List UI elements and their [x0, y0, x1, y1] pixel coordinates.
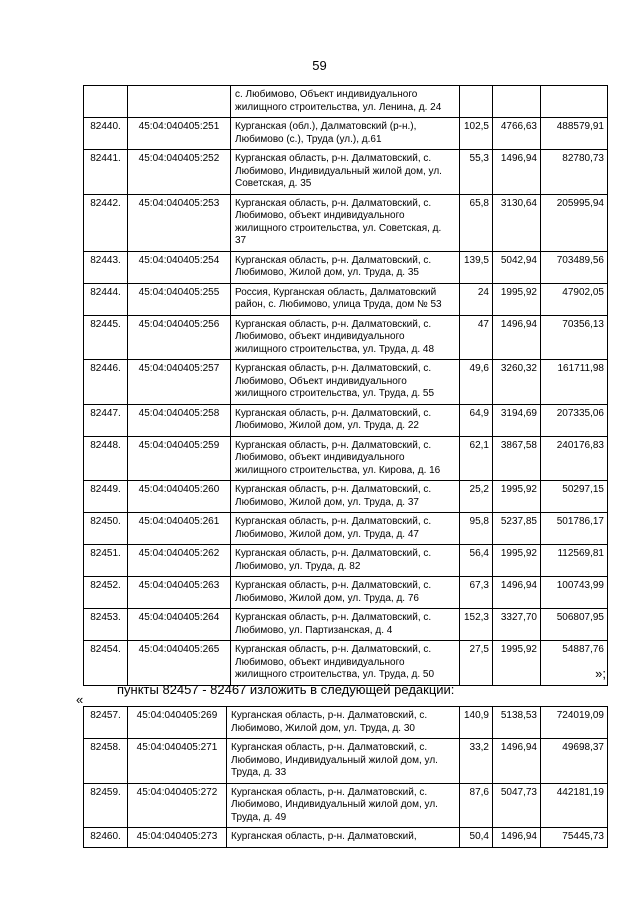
specific-value-cell: 1496,94 [493, 828, 541, 848]
address-cell: Курганская область, р-н. Далматовский, с. Любимово, Жилой дом, ул. Труда, д. 35 [231, 251, 460, 283]
cadastral-value-cell: 161711,98 [541, 360, 608, 405]
row-number: 82457. [84, 707, 128, 739]
specific-value-cell: 5047,73 [493, 783, 541, 828]
area-cell: 49,6 [460, 360, 493, 405]
row-number: 82447. [84, 404, 128, 436]
cadastral-value-cell: 54887,76 [541, 641, 608, 686]
specific-value-cell: 1995,92 [493, 545, 541, 577]
table-row [84, 545, 608, 577]
area-cell: 55,3 [460, 150, 493, 195]
amendment-instruction: пункты 82457 - 82467 изложить в следующей редакции: [117, 682, 455, 697]
cadastral-value-cell: 112569,81 [541, 545, 608, 577]
row-number: 82442. [84, 194, 128, 251]
cadastral-value-cell: 70356,13 [541, 315, 608, 360]
row-number [84, 86, 128, 118]
table-row [84, 360, 608, 405]
row-number: 82448. [84, 436, 128, 481]
address-cell: Курганская область, р-н. Далматовский, с. Любимово, объект индивидуального жилищного строительства, ул. Труда, д. 50 [231, 641, 460, 686]
area-cell: 152,3 [460, 609, 493, 641]
table-row [84, 481, 608, 513]
cadastral-value-cell: 240176,83 [541, 436, 608, 481]
address-cell: Курганская (обл.), Далматовский (р-н.), Любимово (с.), Труда (ул.), д.61 [231, 118, 460, 150]
specific-value-cell: 1995,92 [493, 283, 541, 315]
specific-value-cell: 3867,58 [493, 436, 541, 481]
cadastral-number: 45:04:040405:271 [128, 739, 227, 784]
cadastral-number: 45:04:040405:272 [128, 783, 227, 828]
address-cell: Курганская область, р-н. Далматовский, [227, 828, 460, 848]
specific-value-cell: 3194,69 [493, 404, 541, 436]
cadastral-number: 45:04:040405:263 [128, 577, 231, 609]
opening-quote: « [76, 692, 84, 707]
area-cell: 47 [460, 315, 493, 360]
cadastral-value-cell: 50297,15 [541, 481, 608, 513]
amended-cadastral-table [83, 706, 608, 848]
specific-value-cell: 5042,94 [493, 251, 541, 283]
cadastral-value-cell: 501786,17 [541, 513, 608, 545]
specific-value-cell: 1496,94 [493, 315, 541, 360]
cadastral-value-cell: 47902,05 [541, 283, 608, 315]
cadastral-number: 45:04:040405:252 [128, 150, 231, 195]
area-cell: 67,3 [460, 577, 493, 609]
cadastral-number: 45:04:040405:253 [128, 194, 231, 251]
table-row [84, 404, 608, 436]
area-cell: 140,9 [460, 707, 493, 739]
row-number: 82452. [84, 577, 128, 609]
page-number: 59 [312, 58, 327, 73]
specific-value-cell: 3130,64 [493, 194, 541, 251]
table-row [84, 86, 608, 118]
row-number: 82454. [84, 641, 128, 686]
area-cell: 139,5 [460, 251, 493, 283]
area-cell: 87,6 [460, 783, 493, 828]
address-cell: Курганская область, р-н. Далматовский, с. Любимово, Жилой дом, ул. Труда, д. 47 [231, 513, 460, 545]
cadastral-value-cell: 703489,56 [541, 251, 608, 283]
row-number: 82443. [84, 251, 128, 283]
specific-value-cell: 3327,70 [493, 609, 541, 641]
cadastral-number: 45:04:040405:273 [128, 828, 227, 848]
table-row [84, 436, 608, 481]
cadastral-number: 45:04:040405:260 [128, 481, 231, 513]
area-cell: 65,8 [460, 194, 493, 251]
cadastral-value-cell [541, 86, 608, 118]
row-number: 82450. [84, 513, 128, 545]
table-row [84, 118, 608, 150]
table-row [84, 828, 608, 848]
address-cell: Курганская область, р-н. Далматовский, с. Любимово, объект индивидуального жилищного строительства, ул. Кирова, д. 16 [231, 436, 460, 481]
cadastral-value-cell: 205995,94 [541, 194, 608, 251]
specific-value-cell [493, 86, 541, 118]
cadastral-number: 45:04:040405:262 [128, 545, 231, 577]
table-row [84, 609, 608, 641]
area-cell: 24 [460, 283, 493, 315]
cadastral-value-cell: 49698,37 [541, 739, 608, 784]
cadastral-number: 45:04:040405:265 [128, 641, 231, 686]
row-number: 82449. [84, 481, 128, 513]
closing-quote: »; [595, 666, 606, 681]
table-row [84, 577, 608, 609]
row-number: 82444. [84, 283, 128, 315]
cadastral-number: 45:04:040405:258 [128, 404, 231, 436]
address-cell: Курганская область, р-н. Далматовский, с. Любимово, объект индивидуального жилищного строительства, ул. Труда, д. 48 [231, 315, 460, 360]
cadastral-number: 45:04:040405:251 [128, 118, 231, 150]
row-number: 82440. [84, 118, 128, 150]
table-row [84, 194, 608, 251]
cadastral-value-cell: 100743,99 [541, 577, 608, 609]
cadastral-number [128, 86, 231, 118]
cadastral-value-cell: 75445,73 [541, 828, 608, 848]
cadastral-number: 45:04:040405:259 [128, 436, 231, 481]
area-cell: 64,9 [460, 404, 493, 436]
cadastral-value-cell: 82780,73 [541, 150, 608, 195]
area-cell: 27,5 [460, 641, 493, 686]
cadastral-number: 45:04:040405:254 [128, 251, 231, 283]
address-cell: Курганская область, р-н. Далматовский, с. Любимово, Индивидуальный жилой дом, ул. Труда, д. 49 [227, 783, 460, 828]
row-number: 82446. [84, 360, 128, 405]
table-row [84, 251, 608, 283]
address-cell: Курганская область, р-н. Далматовский, с. Любимово, Индивидуальный жилой дом, ул. Труда, д. 33 [227, 739, 460, 784]
table-row [84, 283, 608, 315]
table-row [84, 513, 608, 545]
row-number: 82453. [84, 609, 128, 641]
address-cell: Курганская область, р-н. Далматовский, с. Любимово, Жилой дом, ул. Труда, д. 22 [231, 404, 460, 436]
table-row [84, 150, 608, 195]
address-cell: Курганская область, р-н. Далматовский, с. Любимово, ул. Партизанская, д. 4 [231, 609, 460, 641]
specific-value-cell: 5237,85 [493, 513, 541, 545]
table-row [84, 315, 608, 360]
cadastral-number: 45:04:040405:255 [128, 283, 231, 315]
table-row [84, 641, 608, 686]
address-cell: Курганская область, р-н. Далматовский, с. Любимово, Объект индивидуального жилищного строительства, ул. Труда, д. 55 [231, 360, 460, 405]
address-cell: Курганская область, р-н. Далматовский, с. Любимово, ул. Труда, д. 82 [231, 545, 460, 577]
specific-value-cell: 5138,53 [493, 707, 541, 739]
address-cell: Курганская область, р-н. Далматовский, с. Любимово, Индивидуальный жилой дом, ул. Советская, д. 35 [231, 150, 460, 195]
cadastral-number: 45:04:040405:257 [128, 360, 231, 405]
area-cell: 102,5 [460, 118, 493, 150]
area-cell [460, 86, 493, 118]
row-number: 82459. [84, 783, 128, 828]
address-cell: Курганская область, р-н. Далматовский, с. Любимово, объект индивидуального жилищного строительства, ул. Советская, д. 37 [231, 194, 460, 251]
table-row [84, 739, 608, 784]
cadastral-value-cell: 442181,19 [541, 783, 608, 828]
cadastral-value-cell: 724019,09 [541, 707, 608, 739]
cadastral-number: 45:04:040405:256 [128, 315, 231, 360]
area-cell: 95,8 [460, 513, 493, 545]
specific-value-cell: 1496,94 [493, 150, 541, 195]
specific-value-cell: 1496,94 [493, 739, 541, 784]
cadastral-value-cell: 207335,06 [541, 404, 608, 436]
area-cell: 56,4 [460, 545, 493, 577]
address-cell: с. Любимово, Объект индивидуального жилищного строительства, ул. Ленина, д. 24 [231, 86, 460, 118]
area-cell: 25,2 [460, 481, 493, 513]
specific-value-cell: 1995,92 [493, 481, 541, 513]
specific-value-cell: 1995,92 [493, 641, 541, 686]
row-number: 82441. [84, 150, 128, 195]
area-cell: 33,2 [460, 739, 493, 784]
area-cell: 62,1 [460, 436, 493, 481]
cadastral-number: 45:04:040405:261 [128, 513, 231, 545]
specific-value-cell: 3260,32 [493, 360, 541, 405]
specific-value-cell: 1496,94 [493, 577, 541, 609]
specific-value-cell: 4766,63 [493, 118, 541, 150]
area-cell: 50,4 [460, 828, 493, 848]
address-cell: Курганская область, р-н. Далматовский, с. Любимово, Жилой дом, ул. Труда, д. 30 [227, 707, 460, 739]
cadastral-value-cell: 488579,91 [541, 118, 608, 150]
row-number: 82458. [84, 739, 128, 784]
row-number: 82460. [84, 828, 128, 848]
address-cell: Курганская область, р-н. Далматовский, с. Любимово, Жилой дом, ул. Труда, д. 76 [231, 577, 460, 609]
table-row [84, 707, 608, 739]
cadastral-number: 45:04:040405:264 [128, 609, 231, 641]
address-cell: Россия, Курганская область, Далматовский район, с. Любимово, улица Труда, дом № 53 [231, 283, 460, 315]
cadastral-value-table [83, 85, 608, 686]
row-number: 82445. [84, 315, 128, 360]
row-number: 82451. [84, 545, 128, 577]
address-cell: Курганская область, р-н. Далматовский, с. Любимово, Жилой дом, ул. Труда, д. 37 [231, 481, 460, 513]
cadastral-value-cell: 506807,95 [541, 609, 608, 641]
cadastral-number: 45:04:040405:269 [128, 707, 227, 739]
table-row [84, 783, 608, 828]
